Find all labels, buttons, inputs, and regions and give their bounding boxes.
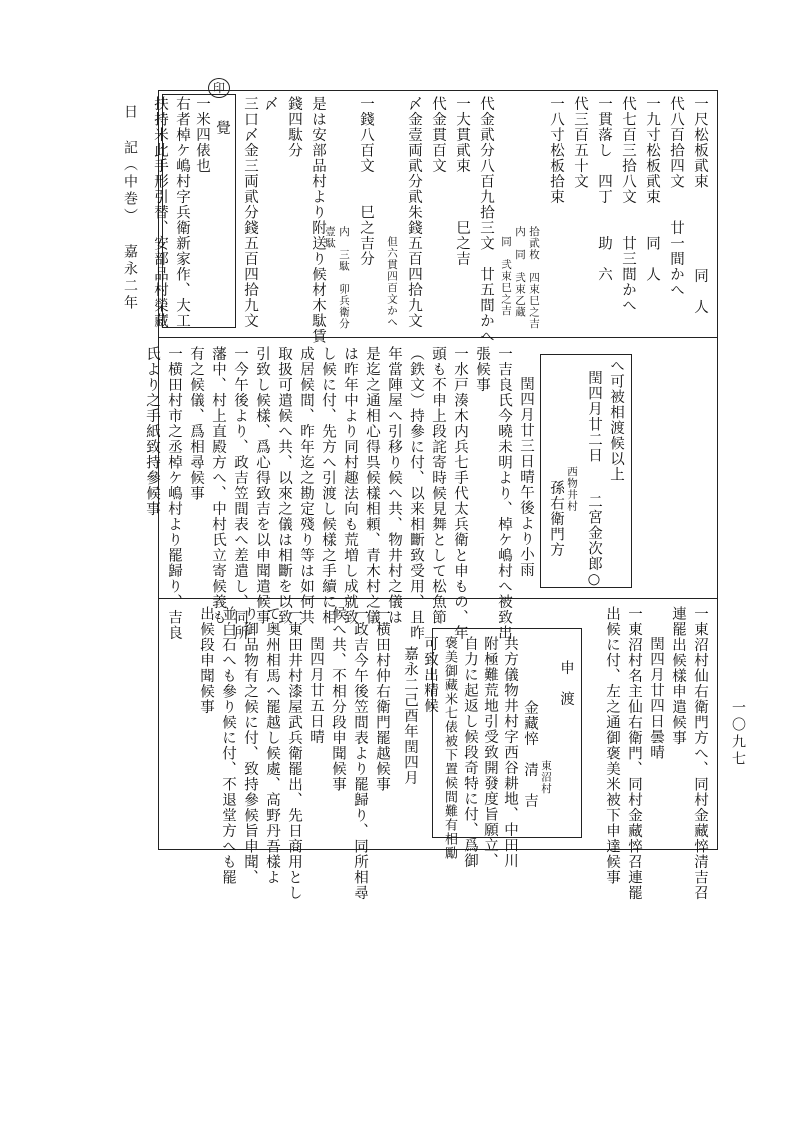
text-column: 成居候間、昨年迄之勘定殘り等は如何共 <box>298 346 314 625</box>
text-column: 氏より之手紙致持參候事 <box>144 346 160 517</box>
text-column: 是は安部品村より附送り候材木駄賃 <box>310 96 326 344</box>
text-column: 一錢八百文 巳之吉分 <box>358 96 374 267</box>
text-column: 代八百拾四文 廿一間かへ <box>668 96 684 298</box>
text-column: 一八寸松板拾束 <box>548 96 564 205</box>
notice-line: 共方儀物井村字西谷耕地、中田川 <box>502 636 518 869</box>
text-column: 連罷出候樣申遣候事 <box>670 606 686 746</box>
text-column: 是迄之通相心得呉候樣相頼、青木村之儀 <box>364 346 380 625</box>
text-column: し候に付、先方へ引渡し候樣之手續に相 <box>320 346 336 625</box>
letter-line: 西物井村 <box>566 466 578 512</box>
text-column: 一東沼村仙右衛門方へ、同村金藏悴清吉召 <box>692 606 708 901</box>
letter-line: 閏四月廿二日 二宮金次郎○ <box>586 370 602 589</box>
text-column: 一今午後より、政吉笠間表へ差遣し、同所 <box>232 346 248 641</box>
notice-line: 金藏悴 清 吉 <box>522 700 538 809</box>
entry-date: 閏四月廿三日晴午後より小雨 <box>518 376 534 578</box>
text-column: 代三百五十文 <box>572 96 588 189</box>
text-column: 一大貫貮束 巳之吉 <box>454 96 470 267</box>
annotation: 同 弐束巳之吉 <box>500 236 512 317</box>
text-column: （鉄文）持參に付、以来相斷致受用、且昨 <box>408 346 424 641</box>
text-column: 一横田村仲右衛門罷越候事 <box>374 606 390 792</box>
text-column: 一東田井村漆屋武兵衛罷出、先日商用とし <box>286 606 302 901</box>
text-column: 並白石へも參り候に付、不退堂方へも罷 <box>220 606 236 885</box>
text-column: 同 人 <box>692 268 708 315</box>
entry-date: 閏四月廿五日晴 <box>308 636 324 745</box>
text-column: 一政吉今午後笠間表より罷歸り、同所相尋 <box>352 606 368 901</box>
text-column: 一水戸湊木内兵七手代太兵衛と申もの、年 <box>452 346 468 641</box>
text-column: 代七百三拾八文 廿三間かへ <box>620 96 636 313</box>
text-column: 一吉良氏今曉未明より、棹ケ嶋村へ被致出 <box>496 346 512 641</box>
text-column: 一尺松板貮束 <box>692 96 708 189</box>
letter-line: 孫右衛門方 <box>548 480 564 558</box>
notice-line: 自力に起返し候段奇特に付、爲御 <box>462 636 478 869</box>
notice-line: 可致出精候 <box>422 636 438 714</box>
entry-date: 閏四月廿四日曇晴 <box>648 636 664 760</box>
text-column: 一東沼村名主仙右衛門、同村金藏悴召連罷 <box>626 606 642 901</box>
memo-line: 一米四俵也 <box>194 96 210 174</box>
text-column: 取扱可遣候へ共、以來之儀は相斷を以致 <box>276 346 292 625</box>
text-column: 〆 <box>262 96 278 112</box>
text-column: 有之候儀、爲相尋候事 <box>188 346 204 501</box>
text-column: り御品物有之候に付、致持參候旨申聞、 <box>242 606 258 885</box>
running-header-title: 日 記（中巻） 嘉永二年 <box>122 104 138 312</box>
text-column: 一九寸松板貮束 同 人 <box>644 96 660 282</box>
notice-date: 嘉永二己酉年閏四月 <box>402 646 418 786</box>
annotation: 拾貮枚 四束巳之吉 <box>528 226 540 330</box>
memo-line: 扶持米此手形引替、安部品村榮藏 <box>152 96 168 329</box>
text-column: は昨年中より同村趣法向も荒増し成就致 <box>342 346 358 625</box>
section-divider-top <box>158 337 718 338</box>
notice-line: 東沼村 <box>540 760 552 795</box>
notice-title: 申 渡 <box>558 660 574 707</box>
annotation: 壹駄 <box>324 226 336 249</box>
text-column: 出候に付、左之通御褒美米被下申達候事 <box>604 606 620 885</box>
text-column: 〆金壹両貮分貮朱錢五百四拾九文 <box>406 96 422 329</box>
text-column: 引致し候樣、爲心得致吉を以申聞遣候事 <box>254 346 270 625</box>
text-column: 頭も不申上段詫寄時候見舞として松魚節 <box>430 346 446 625</box>
notice-line: 附極難荒地引受致開發度旨願立、 <box>482 636 498 869</box>
text-column: 三口〆金三両貮分錢五百四拾九文 <box>242 96 258 329</box>
annotation: 内 三駄 卯兵衛分 <box>338 226 350 330</box>
text-column: て奥州相馬へ罷越し候處、高野丹吾樣よ <box>264 606 280 885</box>
text-column: 張候事 <box>474 346 490 393</box>
text-column: 一横田村市之丞棹ケ嶋村より罷歸り、吉良 <box>166 346 182 641</box>
text-column: 出候段申聞候事 <box>198 606 214 715</box>
text-column: 一貫落し 四丁 助 六 <box>596 96 612 282</box>
text-column: 年當陣屋へ引移り候へ共、物井村之儀は <box>386 346 402 625</box>
page-number: 一〇九七 <box>730 700 746 768</box>
memo-line: 右者棹ケ嶋村字兵衛新家作、大工 <box>174 96 190 329</box>
text-column: 錢四駄分 <box>286 96 302 158</box>
annotation: 但六貫四百文かへ <box>386 236 398 328</box>
memo-title: 覺 <box>214 120 230 136</box>
letter-line: へ可被相渡候以上 <box>608 358 624 482</box>
text-column: 代金貮分八百九拾三文 廿五間かへ <box>478 96 494 344</box>
text-column: 代金貫百文 <box>430 96 446 174</box>
text-column: 藩中、村上直殿方へ、中村氏立寄候義も <box>210 346 226 625</box>
notice-line: 褒美御藏米七俵被下置候間難有相勵 <box>442 636 457 860</box>
annotation: 内 同 弐束乙蔵 <box>514 226 526 318</box>
seal-mark: 印 <box>208 78 230 98</box>
text-column: 候へ共、不相分段申聞候事 <box>330 606 346 792</box>
